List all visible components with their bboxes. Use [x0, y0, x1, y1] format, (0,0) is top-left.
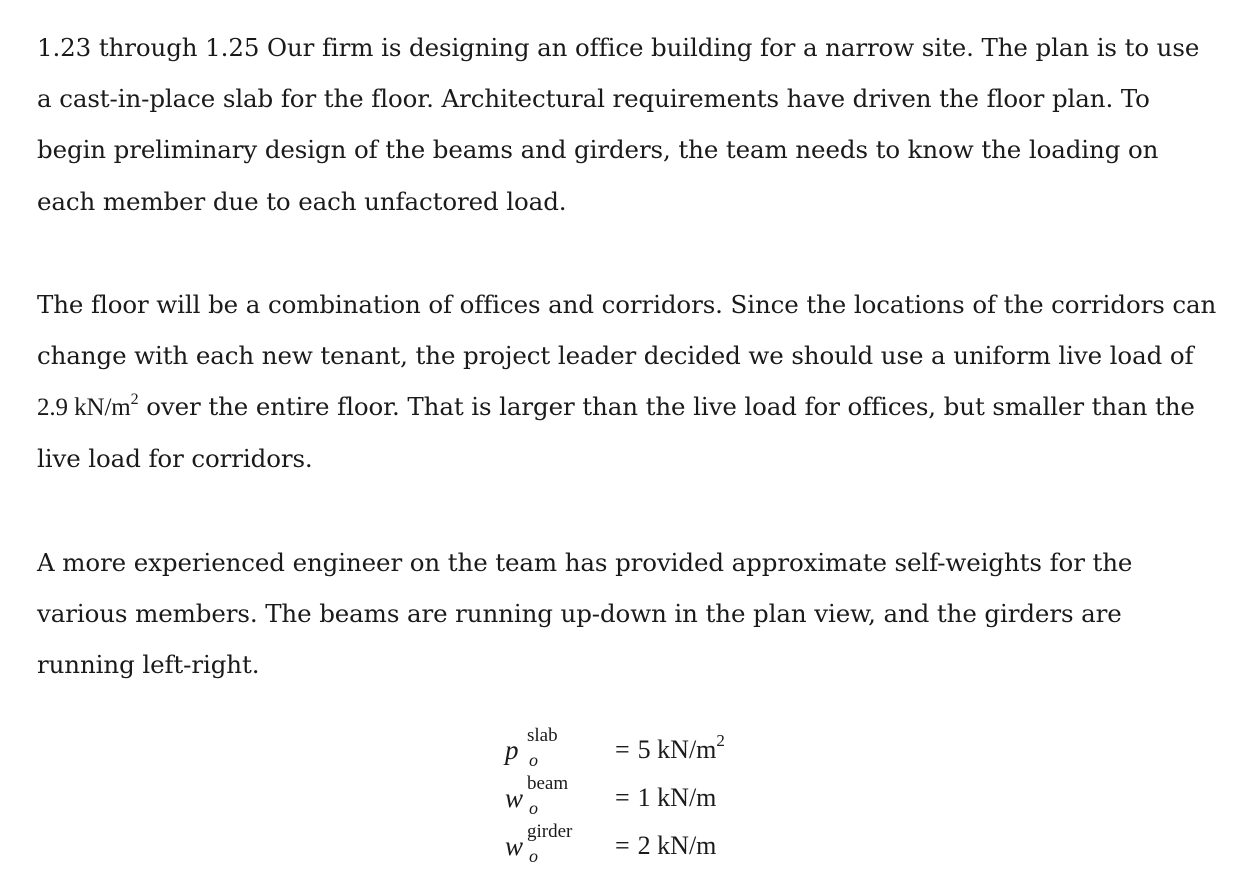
equals-sign: =: [615, 735, 630, 764]
paragraph-intro: 1.23 through 1.25 Our firm is designing an office building for a narrow site. The plan is to use a cast-in-place slab for the floor. Architectural requirements have driven the floor plan. To begin preliminary design of the beams and girders, the team needs to know the loading on each member due to each unfactored load.: [37, 33, 1200, 216]
symbol-base: w: [505, 783, 524, 813]
equation-rhs: [615, 783, 716, 813]
equation-value: 5 kN/m: [637, 735, 717, 764]
equation-exponent: 2: [716, 731, 725, 750]
symbol-subscript: o: [529, 846, 538, 866]
equation-symbol: [505, 725, 595, 770]
symbol-base: w: [505, 831, 524, 861]
equation-value: 1 kN/m: [637, 783, 717, 812]
equation-rhs: [615, 831, 716, 861]
equation-value: 2 kN/m: [637, 831, 717, 860]
paragraph-live-load: [37, 279, 1217, 485]
equation-symbol: [505, 773, 595, 818]
live-load-text-before: The floor will be a combination of offices and corridors. Since the locations of the corridors can change with each new tenant, the project leader decided we should use a uniform live load of: [37, 289, 1217, 371]
symbol-superscript: girder: [527, 821, 573, 842]
live-load-value: [37, 391, 139, 422]
symbol-superscript: slab: [527, 725, 558, 746]
symbol-base: p: [505, 735, 519, 765]
symbol-subscript: o: [529, 750, 538, 770]
equation-rhs: [615, 731, 725, 765]
live-load-text-after: over the entire floor. That is larger than the live load for offices, but smaller than the live load for corridors.: [37, 392, 1195, 474]
equation-symbol: [505, 821, 595, 866]
live-load-value-text: 2.9 kN/m: [37, 394, 131, 422]
paragraph-self-weights: A more experienced engineer on the team has provided approximate self-weights for the various members. The beams are running up-down in the plan view, and the girders are running left-right.: [37, 547, 1133, 680]
equals-sign: =: [615, 783, 630, 812]
equals-sign: =: [615, 831, 630, 860]
problem-statement: [37, 22, 1217, 690]
symbol-superscript: beam: [527, 773, 569, 794]
symbol-subscript: o: [529, 798, 538, 818]
live-load-exponent: 2: [130, 391, 139, 409]
